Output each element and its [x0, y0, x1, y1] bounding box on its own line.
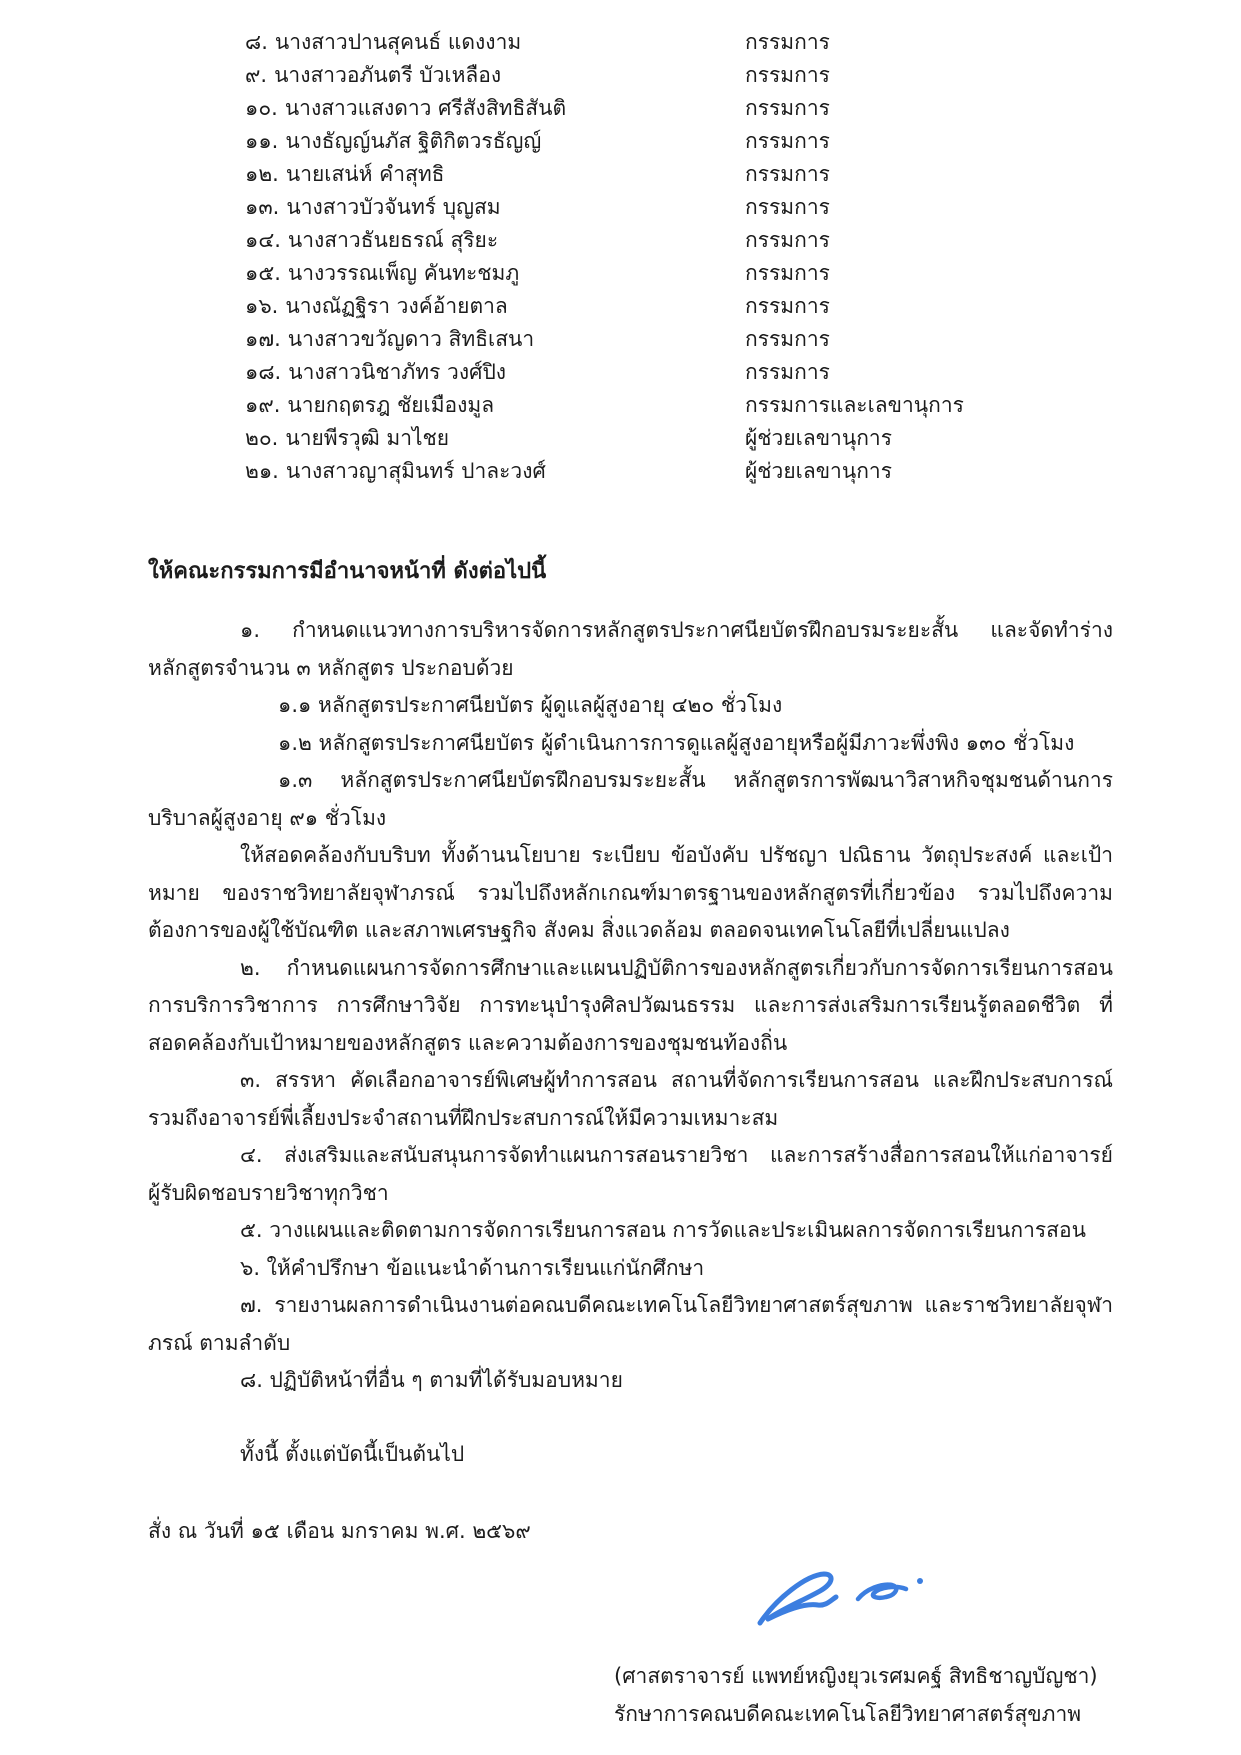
committee-member-row [0, 356, 1241, 389]
committee-member-row [0, 26, 1241, 59]
duty-paragraph: ๕. วางแผนและติดตามการจัดการเรียนการสอน การวัดและประเมินผลการจัดการเรียนการสอน [240, 1218, 1086, 1242]
signature-image [754, 1565, 934, 1637]
duty-paragraph: ๘. ปฏิบัติหน้าที่อื่น ๆ ตามที่ได้รับมอบหมาย [240, 1368, 623, 1392]
signatory-name: (ศาสตราจารย์ แพทย์หญิงยุวเรศมคฐ์ สิทธิชาญบัญชา) [614, 1663, 1098, 1688]
member-number: ๒๐. [245, 426, 279, 450]
member-role: กรรมการ [745, 63, 830, 87]
member-name: นางสาวแสงดาว ศรีสังสิทธิสันติ [284, 96, 567, 120]
member-number: ๑๙. [245, 393, 281, 417]
committee-member-row [0, 92, 1241, 125]
member-name: นางสาวญาสุมินทร์ ปาละวงศ์ [285, 459, 546, 483]
member-number: ๑๗. [245, 327, 281, 351]
committee-member-row [0, 455, 1241, 488]
duties-heading: ให้คณะกรรมการมีอำนาจหน้าที่ ดังต่อไปนี้ [148, 559, 547, 584]
member-name: นางสาวปานสุคนธ์ แดงงาม [274, 30, 522, 54]
member-name: นางวรรณเพ็ญ คันทะชมภู [287, 261, 520, 285]
signatory-title: รักษาการคณบดีคณะเทคโนโลยีวิทยาศาสตร์สุขภาพ [614, 1701, 1082, 1726]
member-role: กรรมการ [745, 30, 830, 54]
duty-subitem: ๑.๓ หลักสูตรประกาศนียบัตรฝึกอบรมระยะสั้น หลักสูตรการพัฒนาวิสาหกิจชุมชนด้านการบริบาลผู้สูงอายุ ๙๑ ชั่วโมง [148, 768, 1113, 830]
member-number: ๑๘. [245, 360, 282, 384]
member-role: กรรมการ [745, 261, 830, 285]
member-name: นางธัญญ์นภัส ฐิติกิตวรธัญญ์ [285, 129, 542, 153]
member-name: นางณัฏฐิรา วงค์อ้ายตาล [285, 294, 508, 318]
member-number: ๑๒. [245, 162, 279, 186]
member-role: กรรมการ [745, 162, 830, 186]
member-role: กรรมการและเลขานุการ [745, 393, 964, 417]
member-role: กรรมการ [745, 294, 830, 318]
duty-paragraph: ๑. กำหนดแนวทางการบริหารจัดการหลักสูตรประกาศนียบัตรฝึกอบรมระยะสั้น และจัดทำร่างหลักสูตรจำนวน ๓ หลักสูตร ประกอบด้วย [148, 618, 1113, 680]
member-name: นางสาวอภันตรี บัวเหลือง [274, 63, 502, 87]
member-number: ๘. [245, 30, 268, 54]
duty-paragraph: ๗. รายงานผลการดำเนินงานต่อคณบดีคณะเทคโนโลยีวิทยาศาสตร์สุขภาพ และราชวิทยาลัยจุฬาภรณ์ ตามลำดับ [148, 1293, 1113, 1355]
committee-member-row [0, 158, 1241, 191]
member-name: นายกฤตรฎ ชัยเมืองมูล [287, 393, 495, 417]
member-number: ๒๑. [245, 459, 279, 483]
committee-member-row [0, 323, 1241, 356]
duty-paragraph: ๒. กำหนดแผนการจัดการศึกษาและแผนปฏิบัติการของหลักสูตรเกี่ยวกับการจัดการเรียนการสอนการบริการวิชาการ การศึกษาวิจัย การทะนุบำรุงศิลปวัฒนธรรม และการส่งเสริมการเรียนรู้ตลอดชีวิต ที่สอดคล้องกับเป้าหมายของหลักสูตร และความต้องการของชุมชนท้องถิ่น [148, 955, 1113, 1055]
member-role: ผู้ช่วยเลขานุการ [745, 426, 892, 450]
member-name: นายเสน่ห์ คำสุทธิ [285, 162, 445, 186]
member-number: ๙. [245, 63, 268, 87]
duty-subitem: ๑.๑ หลักสูตรประกาศนียบัตร ผู้ดูแลผู้สูงอายุ ๔๒๐ ชั่วโมง [278, 693, 783, 717]
duties-section [0, 612, 1241, 1551]
member-name: นางสาวขวัญดาว สิทธิเสนา [287, 327, 535, 351]
committee-member-row [0, 191, 1241, 224]
duty-paragraph: ๖. ให้คำปรึกษา ข้อแนะนำด้านการเรียนแก่นักศึกษา [240, 1255, 705, 1280]
committee-member-row [0, 257, 1241, 290]
member-number: ๑๔. [245, 228, 281, 252]
member-number: ๑๕. [245, 261, 281, 285]
member-name: นางสาวธันยธรณ์ สุริยะ [287, 228, 499, 252]
duty-paragraph: ๓. สรรหา คัดเลือกอาจารย์พิเศษผู้ทำการสอน สถานที่จัดการเรียนการสอน และฝึกประสบการณ์ รวมถึงอาจารย์พี่เลี้ยงประจำสถานที่ฝึกประสบการณ์ให้มีความเหมาะสม [148, 1068, 1113, 1130]
member-name: นายพีรวุฒิ มาไชย [285, 426, 450, 450]
committee-member-row [0, 59, 1241, 92]
committee-member-row [0, 224, 1241, 257]
duty-paragraph: ๔. ส่งเสริมและสนับสนุนการจัดทำแผนการสอนรายวิชา และการสร้างสื่อการสอนให้แก่อาจารย์ผู้รับผิดชอบรายวิชาทุกวิชา [148, 1143, 1113, 1205]
committee-member-row [0, 389, 1241, 422]
member-role: กรรมการ [745, 96, 830, 120]
duty-paragraph: ให้สอดคล้องกับบริบท ทั้งด้านนโยบาย ระเบียบ ข้อบังคับ ปรัชญา ปณิธาน วัตถุประสงค์ และเป้าหมาย ของราชวิทยาลัยจุฬาภรณ์ รวมไปถึงหลักเกณฑ์มาตรฐานของหลักสูตรที่เกี่ยวข้อง รวมไปถึงความต้องการของผู้ใช้บัณฑิต และสภาพเศรษฐกิจ สังคม สิ่งแวดล้อม ตลอดจนเทคโนโลยีที่เปลี่ยนแปลง [148, 843, 1113, 942]
member-number: ๑๖. [245, 294, 279, 318]
member-role: กรรมการ [745, 228, 830, 252]
closing-line: ทั้งนี้ ตั้งแต่บัดนี้เป็นต้นไป [240, 1441, 465, 1466]
committee-member-list [0, 0, 1241, 488]
order-date-line: สั่ง ณ วันที่ ๑๕ เดือน มกราคม พ.ศ. ๒๕๖๙ [148, 1519, 531, 1543]
member-name: นางสาวนิชาภัทร วงศ์ปิง [288, 360, 507, 384]
signature-block [614, 1565, 1098, 1733]
member-role: กรรมการ [745, 327, 830, 351]
member-role: กรรมการ [745, 129, 830, 153]
member-role: กรรมการ [745, 195, 830, 219]
member-number: ๑๐. [245, 96, 278, 120]
member-number: ๑๓. [245, 195, 280, 219]
member-number: ๑๑. [245, 129, 279, 153]
committee-member-row [0, 290, 1241, 323]
member-name: นางสาวบัวจันทร์ บุญสม [286, 195, 501, 219]
member-role: ผู้ช่วยเลขานุการ [745, 459, 892, 483]
committee-member-row [0, 125, 1241, 158]
member-role: กรรมการ [745, 360, 830, 384]
committee-member-row [0, 422, 1241, 455]
duty-subitem: ๑.๒ หลักสูตรประกาศนียบัตร ผู้ดำเนินการการดูแลผู้สูงอายุหรือผู้มีภาวะพึ่งพิง ๑๓๐ ชั่วโมง [278, 730, 1075, 755]
